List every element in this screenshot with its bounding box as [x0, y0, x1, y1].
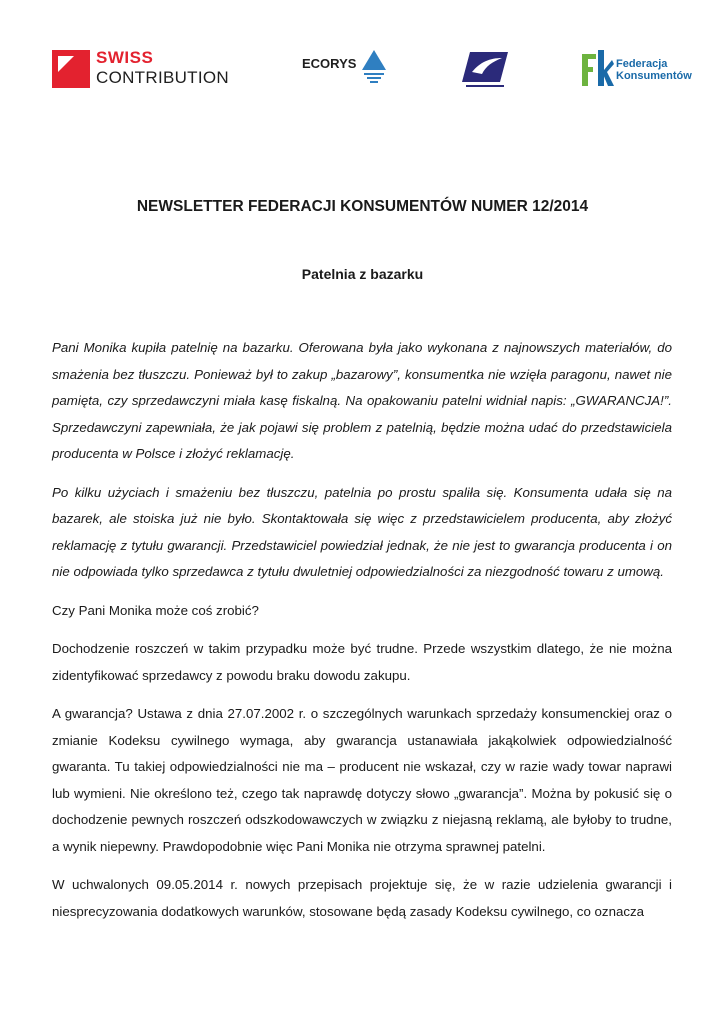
- story-paragraph-1: Pani Monika kupiła patelnię na bazarku. Oferowana była jako wykonana z najnowszych materiałów, do smażenia bez tłuszczu. Ponieważ był to zakup „bazarowy”, konsumentka nie wzięła paragonu, nawet nie pamięta, czy sprzedawczyni miała kasę fiskalną. Na opakowaniu patelni widniał napis: „GWARANCJA!”. Sprzedawczyni zapewniała, że jak pojawi się problem z patelnią, będzie można udać do przedstawiciela producenta w Polsce i złożyć reklamację.: [52, 340, 672, 461]
- fk-logo-line2: Konsumentów: [616, 70, 692, 82]
- logo-header: [0, 0, 725, 110]
- answer-paragraph-1: Dochodzenie roszczeń w takim przypadku może być trudne. Przede wszystkim dlatego, że nie można zidentyfikować sprzedawcy z powodu braku dowodu zakupu.: [52, 641, 672, 683]
- ecorys-triangle-icon: [362, 50, 386, 86]
- question-paragraph: Czy Pani Monika może coś zrobić?: [52, 602, 259, 618]
- fk-mark-icon: [580, 50, 614, 88]
- article-body: [52, 335, 672, 937]
- answer-paragraph-3: W uchwalonych 09.05.2014 r. nowych przepisach projektuje się, że w razie udzielenia gwarancji i niesprecyzowania dodatkowych warunków, stosowane będą zasady Kodeksu cywilnego, co oznacza: [52, 877, 672, 919]
- fk-logo-line1: Federacja: [616, 58, 668, 70]
- swiss-contribution-logo: [52, 50, 232, 90]
- swiss-logo-line1: SWISS: [96, 48, 154, 67]
- ecorys-logo-text: ECORYS: [302, 56, 357, 71]
- swiss-logo-line2: CONTRIBUTION: [96, 68, 229, 87]
- story-paragraph-2: Po kilku użyciach i smażeniu bez tłuszczu, patelnia po prostu spaliła się. Konsumenta udała się na bazarek, ale stoiska już nie było. Skontaktowała się więc z przedstawicielem producenta, aby złożyć reklamację z tytułu gwarancji. Przedstawiciel powiedział jednak, że nie jest to gwarancja producenta i on nie odpowiada tylko sprzedawca z tytułu dwuletniej odpowiedzialności za niezgodność towaru z umową.: [52, 484, 672, 579]
- answer-paragraph-2: A gwarancja? Ustawa z dnia 27.07.2002 r. o szczególnych warunkach sprzedaży konsumenckiej oraz o zmianie Kodeksu cywilnego wymaga, aby gwarancja ustanawiała jakąkolwiek odpowiedzialność gwaranta. Tu takiej odpowiedzialności nie ma – producent nie wskazał, czy w razie wady towar naprawi lub wymieni. Nie określono też, czego tak naprawdę dotyczy słowo „gwarancja”. Można by pokusić się o dochodzenie pewnych roszczeń odszkodowawczych w związku z niejasną reklamą, ale byłoby to trudne, a wynik niepewny. Prawdopodobnie więc Pani Monika nie otrzyma sprawnej patelni.: [52, 706, 672, 854]
- swiss-flag-icon: [52, 50, 90, 88]
- partner-bird-logo: [460, 48, 510, 90]
- newsletter-title: NEWSLETTER FEDERACJI KONSUMENTÓW NUMER 12/2014: [136, 198, 589, 215]
- article-title: Patelnia z bazarku: [301, 266, 424, 282]
- bird-emblem-icon: [460, 48, 510, 90]
- federacja-konsumentow-logo: [580, 50, 692, 90]
- ecorys-logo: [302, 50, 386, 90]
